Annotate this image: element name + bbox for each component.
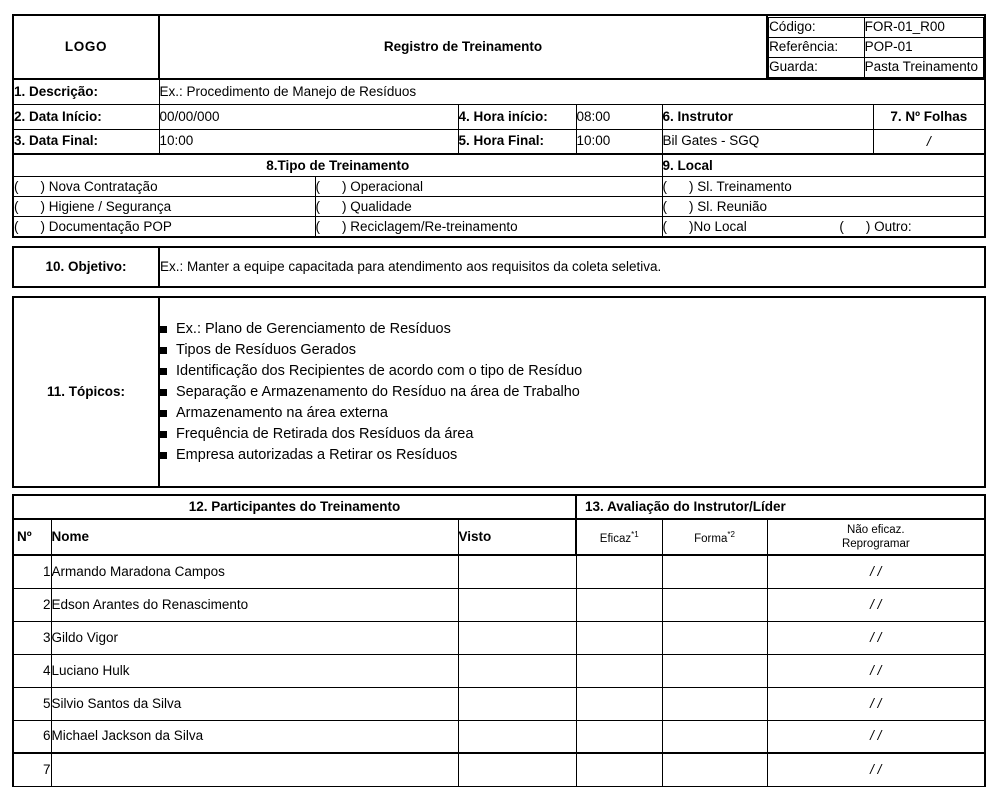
checkbox-box[interactable]: ( ) [662, 198, 694, 214]
label-instrutor: 6. Instrutor [662, 104, 873, 129]
title-tipo-treinamento: 8.Tipo de Treinamento [13, 154, 662, 177]
header-row [13, 15, 985, 79]
checkbox-box[interactable]: ( ) [14, 178, 45, 194]
cell-numero: 3 [13, 621, 51, 654]
cell-nao-eficaz-data[interactable]: / / [767, 621, 985, 654]
checkbox-documentacao-pop[interactable] [13, 217, 315, 238]
cell-eficaz[interactable] [576, 720, 662, 753]
row-spacer-2 [13, 287, 985, 297]
value-descricao[interactable]: Ex.: Procedimento de Manejo de Resíduos [159, 79, 985, 104]
table-row[interactable] [13, 687, 985, 720]
checkbox-nova-contratacao[interactable] [13, 177, 315, 197]
cell-forma[interactable] [662, 588, 767, 621]
checkbox-box[interactable]: ( ) [14, 218, 45, 234]
list-item: Identificação dos Recipientes de acordo com o tipo de Resíduo [160, 361, 984, 382]
row-section-titles-8-9 [13, 154, 985, 177]
row-data-inicio [13, 104, 985, 129]
label-hora-final: 5. Hora Final: [458, 129, 576, 154]
cell-visto[interactable] [458, 654, 576, 687]
col-header-nome: Nome [51, 519, 458, 555]
col-header-nao-eficaz-line2: Reprogramar [841, 538, 910, 550]
value-folhas[interactable]: / [873, 129, 985, 154]
checkbox-box[interactable]: ( ) [14, 198, 45, 214]
checkbox-no-local-outro[interactable] [662, 217, 985, 238]
meta-row-guarda [769, 57, 984, 77]
label-folhas: 7. Nº Folhas [873, 104, 985, 129]
label-descricao: 1. Descrição: [13, 79, 159, 104]
row-topicos [13, 297, 985, 487]
checkbox-box[interactable]: ( ) [315, 198, 347, 214]
training-record-form [0, 14, 1000, 791]
topicos-list-cell [159, 297, 985, 487]
checkbox-reciclagem[interactable] [315, 217, 662, 238]
cell-nao-eficaz-data[interactable]: / / [767, 687, 985, 720]
row-objetivo [13, 247, 985, 287]
cell-eficaz[interactable] [576, 555, 662, 588]
cell-visto[interactable] [458, 687, 576, 720]
list-item: Empresa autorizadas a Retirar os Resíduos [160, 445, 984, 466]
cell-numero: 4 [13, 654, 51, 687]
checkbox-box[interactable]: ( ) [315, 178, 347, 194]
cell-numero: 7 [13, 753, 51, 786]
checkbox-operacional[interactable] [315, 177, 662, 197]
checkbox-box[interactable]: ( ) [662, 178, 694, 194]
table-row[interactable] [13, 753, 985, 786]
row-checkbox-3 [13, 217, 985, 238]
cell-eficaz[interactable] [576, 654, 662, 687]
cell-numero: 5 [13, 687, 51, 720]
row-column-headers [13, 519, 985, 555]
row-checkbox-2 [13, 197, 985, 217]
meta-value-codigo: FOR-01_R00 [864, 17, 983, 37]
label-data-final: 3. Data Final: [13, 129, 159, 154]
checkbox-sl-treinamento[interactable] [662, 177, 985, 197]
table-row[interactable] [13, 555, 985, 588]
cell-nome[interactable] [51, 753, 458, 786]
table-row[interactable] [13, 588, 985, 621]
meta-row-codigo [769, 17, 984, 37]
cell-forma[interactable] [662, 720, 767, 753]
row-checkbox-1 [13, 177, 985, 197]
cell-forma[interactable] [662, 753, 767, 786]
cell-numero: 1 [13, 555, 51, 588]
logo-cell: LOGO [13, 15, 159, 79]
checkbox-box[interactable]: ( ) [662, 218, 694, 234]
table-row[interactable] [13, 621, 985, 654]
cell-forma[interactable] [662, 555, 767, 588]
table-row[interactable] [13, 654, 985, 687]
cell-eficaz[interactable] [576, 621, 662, 654]
checkbox-label-outro: Outro: [874, 218, 912, 234]
checkbox-higiene-seguranca[interactable] [13, 197, 315, 217]
cell-nome[interactable]: Edson Arantes do Renascimento [51, 588, 458, 621]
row-descricao [13, 79, 985, 104]
checkbox-qualidade[interactable] [315, 197, 662, 217]
spacer [13, 287, 985, 297]
label-hora-inicio: 4. Hora início: [458, 104, 576, 129]
checkbox-label: Sl. Treinamento [697, 178, 792, 194]
cell-numero: 6 [13, 720, 51, 753]
checkbox-label: Operacional [350, 178, 424, 194]
row-section-titles-12-13 [13, 495, 985, 519]
table-row[interactable] [13, 720, 985, 753]
meta-table [768, 17, 984, 78]
cell-nome[interactable]: Gildo Vigor [51, 621, 458, 654]
meta-row-referencia [769, 37, 984, 57]
title-participantes: 12. Participantes do Treinamento [13, 495, 576, 519]
checkbox-label: Reciclagem/Re-treinamento [350, 218, 518, 234]
row-spacer-3 [13, 487, 985, 495]
checkbox-label: Sl. Reunião [697, 198, 768, 214]
label-objetivo: 10. Objetivo: [13, 247, 159, 287]
cell-visto[interactable] [458, 753, 576, 786]
value-data-final[interactable]: 10:00 [159, 129, 458, 154]
col-header-nao-eficaz-line1: Não eficaz. [847, 524, 905, 536]
checkbox-label: Documentação POP [48, 218, 172, 234]
list-item: Separação e Armazenamento do Resíduo na área de Trabalho [160, 382, 984, 403]
cell-nao-eficaz-data[interactable]: / / [767, 753, 985, 786]
col-header-forma-text: Forma [694, 532, 728, 545]
cell-forma[interactable] [662, 654, 767, 687]
value-hora-final[interactable]: 10:00 [576, 129, 662, 154]
cell-eficaz[interactable] [576, 753, 662, 786]
meta-value-referencia: POP-01 [864, 37, 983, 57]
cell-eficaz[interactable] [576, 588, 662, 621]
label-topicos: 11. Tópicos: [13, 297, 159, 487]
cell-nao-eficaz-data[interactable]: / / [767, 720, 985, 753]
checkbox-label: Nova Contratação [48, 178, 158, 194]
col-header-eficaz [576, 519, 662, 555]
spacer [13, 237, 985, 247]
cell-visto[interactable] [458, 720, 576, 753]
col-header-nao-eficaz [767, 519, 985, 555]
checkbox-label: No Local [693, 218, 747, 234]
label-data-inicio: 2. Data Início: [13, 104, 159, 129]
checkbox-sl-reuniao[interactable] [662, 197, 985, 217]
value-objetivo[interactable]: Ex.: Manter a equipe capacitada para atendimento aos requisitos da coleta seletiva. [159, 247, 985, 287]
form-title: Registro de Treinamento [159, 15, 767, 79]
row-data-final [13, 129, 985, 154]
cell-eficaz[interactable] [576, 687, 662, 720]
value-instrutor[interactable]: Bil Gates - SGQ [662, 129, 873, 154]
col-header-eficaz-text: Eficaz [599, 532, 632, 545]
col-header-numero: Nº [13, 519, 51, 555]
list-item: Ex.: Plano de Gerenciamento de Resíduos [160, 319, 984, 340]
cell-nao-eficaz-data[interactable]: / / [767, 588, 985, 621]
cell-nao-eficaz-data[interactable]: / / [767, 555, 985, 588]
col-header-forma [662, 519, 767, 555]
header-meta-block [767, 15, 985, 79]
cell-visto[interactable] [458, 621, 576, 654]
title-avaliacao: 13. Avaliação do Instrutor/Líder [576, 495, 985, 519]
row-spacer-1 [13, 237, 985, 247]
title-local: 9. Local [662, 154, 985, 177]
cell-visto[interactable] [458, 555, 576, 588]
meta-label-codigo: Código: [769, 17, 865, 37]
meta-label-referencia: Referência: [769, 37, 865, 57]
cell-nome[interactable]: Silvio Santos da Silva [51, 687, 458, 720]
cell-forma[interactable] [662, 621, 767, 654]
list-item: Tipos de Resíduos Gerados [160, 340, 984, 361]
checkbox-label: Qualidade [350, 198, 412, 214]
list-item: Frequência de Retirada dos Resíduos da área [160, 424, 984, 445]
col-header-visto: Visto [458, 519, 576, 555]
cell-forma[interactable] [662, 687, 767, 720]
cell-nome[interactable]: Luciano Hulk [51, 654, 458, 687]
cell-visto[interactable] [458, 588, 576, 621]
cell-numero: 2 [13, 588, 51, 621]
footnote-marker-1: *1 [631, 530, 639, 540]
footnote-marker-2: *2 [727, 530, 735, 540]
checkbox-box-outro[interactable]: ( ) [839, 218, 871, 234]
meta-value-guarda: Pasta Treinamento [864, 57, 983, 77]
value-data-inicio[interactable]: 00/00/000 [159, 104, 458, 129]
form-table [12, 14, 986, 787]
checkbox-box[interactable]: ( ) [315, 218, 347, 234]
meta-label-guarda: Guarda: [769, 57, 865, 77]
spacer [13, 487, 985, 495]
cell-nome[interactable]: Armando Maradona Campos [51, 555, 458, 588]
topicos-list [160, 319, 984, 466]
cell-nao-eficaz-data[interactable]: / / [767, 654, 985, 687]
value-hora-inicio[interactable]: 08:00 [576, 104, 662, 129]
checkbox-label: Higiene / Segurança [48, 198, 172, 214]
list-item: Armazenamento na área externa [160, 403, 984, 424]
cell-nome[interactable]: Michael Jackson da Silva [51, 720, 458, 753]
